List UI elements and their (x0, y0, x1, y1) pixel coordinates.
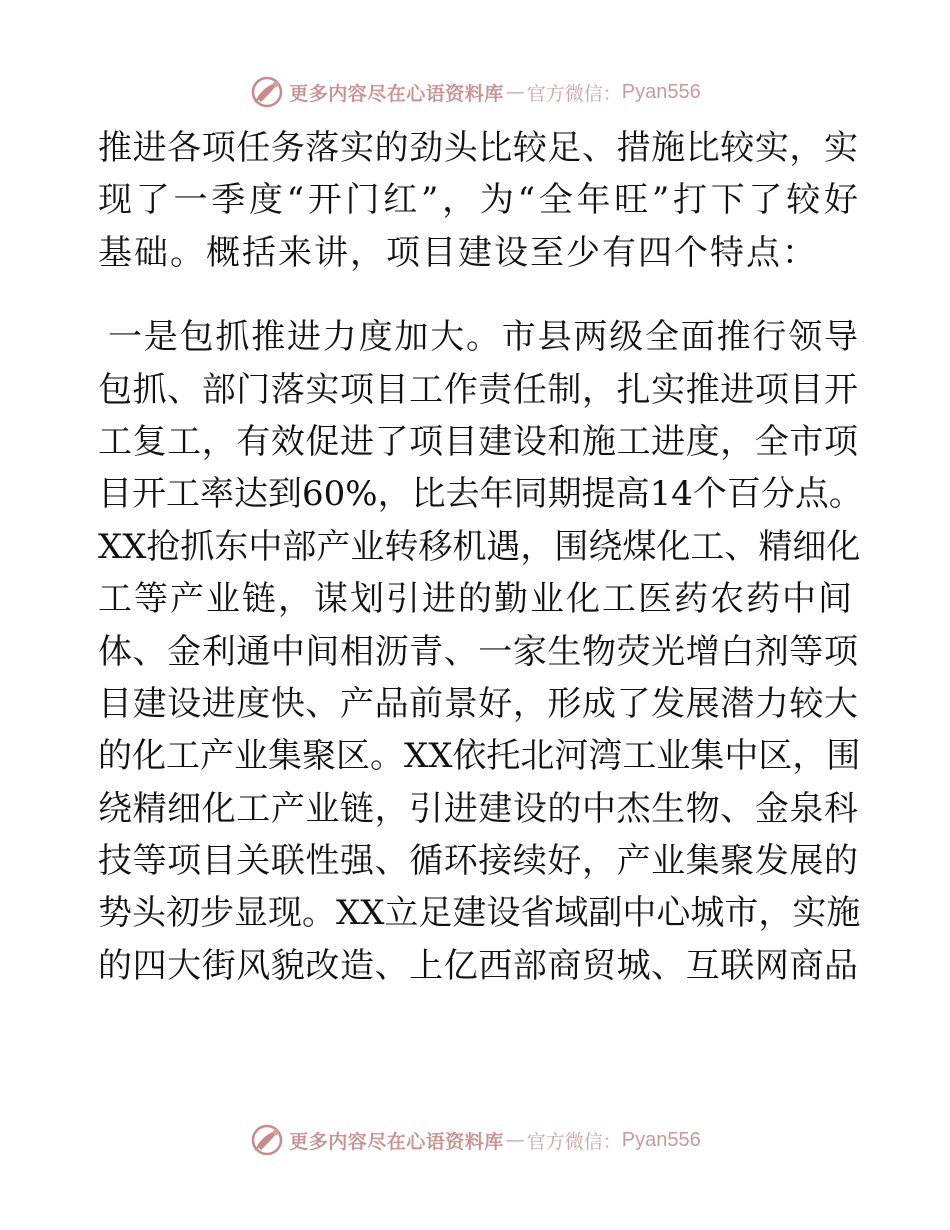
brand-logo-icon (249, 74, 285, 110)
banner-dash: — (505, 1129, 525, 1151)
document-body (98, 122, 863, 992)
paragraph-line: 目建设进度快、产品前景好，形成了发展潜力较大 (98, 683, 858, 724)
paragraph-line: 体、金利通中间相沥青、一家生物荧光增白剂等项 (98, 631, 858, 672)
banner-wechat-label: 官方微信： (526, 1130, 622, 1153)
paragraph-line: 势头初步显现。XX立足建设省域副中心城市，实施 (98, 893, 861, 934)
paragraph-2 (98, 311, 863, 992)
paragraph-line: 的化工产业集聚区。XX依托北河湾工业集中区，围 (98, 736, 861, 777)
paragraph-line: 一是包抓推进力度加大。市县两级全面推行领导 (108, 317, 858, 358)
paragraph-line: 推进各项任务落实的劲头比较足、措施比较实，实 (98, 128, 858, 168)
paragraph-line: XX抢抓东中部产业转移机遇，围绕煤化工、精细化 (98, 526, 861, 567)
paragraph-line: 目开工率达到60%，比去年同期提高14个百分点。 (98, 474, 863, 515)
paragraph-line: 基础。概括来讲，项目建设至少有四个特点： (98, 232, 818, 273)
paragraph-line: 工复工，有效促进了项目建设和施工进度，全市项 (98, 421, 858, 462)
paragraph-1 (98, 122, 858, 279)
banner-brand-text: 更多内容尽在心语资料库 (289, 1130, 504, 1153)
paragraph-line: 的四大街风貌改造、上亿西部商贸城、互联网商品 (98, 945, 858, 986)
paragraph-line: 现了一季度“开门红”，为“全年旺”打下了较好 (98, 180, 858, 221)
paragraph-line: 绕精细化工产业链，引进建设的中杰生物、金泉科 (98, 788, 858, 829)
brand-logo-icon (249, 1122, 285, 1158)
banner-wechat-id: Pyan556 (621, 1128, 701, 1151)
banner-wechat-id: Pyan556 (621, 80, 701, 103)
paragraph-line: 包抓、部门落实项目工作责任制，扎实推进项目开 (98, 369, 858, 410)
header-banner (0, 72, 950, 112)
banner-brand-text: 更多内容尽在心语资料库 (289, 82, 504, 105)
paragraph-line: 技等项目关联性强、循环接续好，产业集聚发展的 (98, 841, 858, 882)
paragraph-line: 工等产业链，谋划引进的勤业化工医药农药中间 (98, 579, 854, 620)
banner-wechat-label: 官方微信： (526, 82, 622, 105)
footer-banner (0, 1120, 950, 1160)
banner-dash: — (505, 81, 525, 103)
